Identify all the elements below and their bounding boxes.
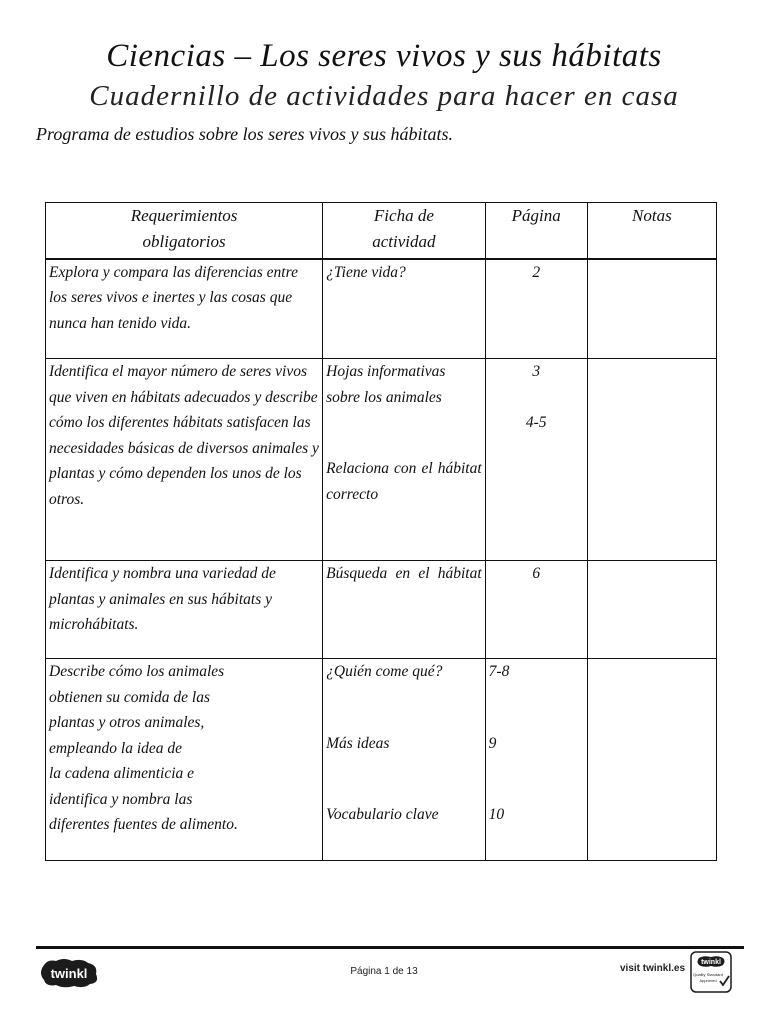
notes-cell [587,561,716,659]
header-requirements-line2: obligatorios [142,231,226,251]
footer-divider [36,946,744,949]
page-gap [489,685,584,731]
page-title: Ciencias – Los seres vivos y sus hábitats [106,38,662,74]
activity-item: ¿Quién come qué? [326,663,443,680]
header-activity-line2: actividad [372,231,436,251]
requirement-line: la cadena alimenticia e [49,765,195,782]
page-gap [489,385,584,410]
badge-line1: Quality Standard [693,972,723,977]
notes-cell [587,259,716,359]
intro-text: Programa de estudios sobre los seres vivos y sus hábitats. [36,124,453,144]
requirement-line: Describe cómo los animales [49,663,225,680]
requirement-line: identifica y nombra las [49,790,193,808]
page-number: 4-5 [525,413,547,431]
visit-link[interactable]: visit twinkl.es [620,963,686,974]
activity-cell [323,561,486,659]
badge-brand: twinkl [701,959,721,966]
page-number: 3 [532,363,541,380]
header-requirements [46,203,323,259]
page-number: 6 [532,565,541,582]
table-header-row [46,203,717,259]
page-number: 9 [488,734,497,752]
table-row [46,659,717,861]
activity-item: Relaciona con el hábitat correcto [326,460,482,503]
activity-item: Hojas informativas sobre los animales [326,363,446,406]
header-page: Página [485,203,587,259]
badge-line2: Approved [699,978,717,983]
page-subtitle: Cuadernillo de actividades para hacer en casa [89,80,679,112]
requirement-cell [46,659,323,861]
header-activity-sheet [323,203,486,259]
page-number: 7-8 [488,663,510,680]
activity-gap [326,685,482,731]
page-number: 10 [488,806,505,823]
requirement-cell: Identifica y nombra una variedad de plantas y animales en sus hábitats y microhábitats. [46,561,323,659]
logo-text: twinkl [50,966,88,981]
activity-gap [326,756,482,802]
table-row [46,359,717,561]
requirement-line: obtienen su comida de las [49,688,211,706]
page-cell [485,561,587,659]
activity-cell [323,259,486,359]
requirement-line: plantas y otros animales, [49,714,205,731]
activity-item: Búsqueda en el hábitat [326,565,482,582]
page-cell [485,259,587,359]
quality-badge-icon [690,951,732,993]
page-cell [485,359,587,561]
activity-item: ¿Tiene vida? [326,263,406,281]
page-number: 2 [532,263,541,281]
activity-cell [323,359,486,561]
activity-item: Vocabulario clave [326,806,439,823]
page-gap [489,756,584,802]
notes-cell [587,359,716,561]
activity-gap [326,410,482,456]
header-requirements-line1: Requerimientos [130,206,238,225]
table-row [46,561,717,659]
requirement-line: diferentes fuentes de alimento. [49,816,238,833]
page-counter: Página 1 de 13 [350,966,418,977]
activity-item: Más ideas [326,734,390,752]
table-row [46,259,717,359]
activities-table [45,202,717,861]
requirement-cell: Explora y compara las diferencias entre los seres vivos e inertes y las cosas que nunca han tenido vida. [46,259,323,359]
requirement-line: empleando la idea de [49,739,183,757]
notes-cell [587,659,716,861]
page-cell [485,659,587,861]
requirement-cell: Identifica el mayor número de seres vivos que viven en hábitats adecuados y describe cómo los diferentes hábitats satisfacen las necesidades básicas de diversos animales y plantas y cómo dependen los unos de los otros. [46,359,323,561]
header-notes: Notas [587,203,716,259]
header-activity-line1: Ficha de [373,206,434,225]
activity-cell [323,659,486,861]
